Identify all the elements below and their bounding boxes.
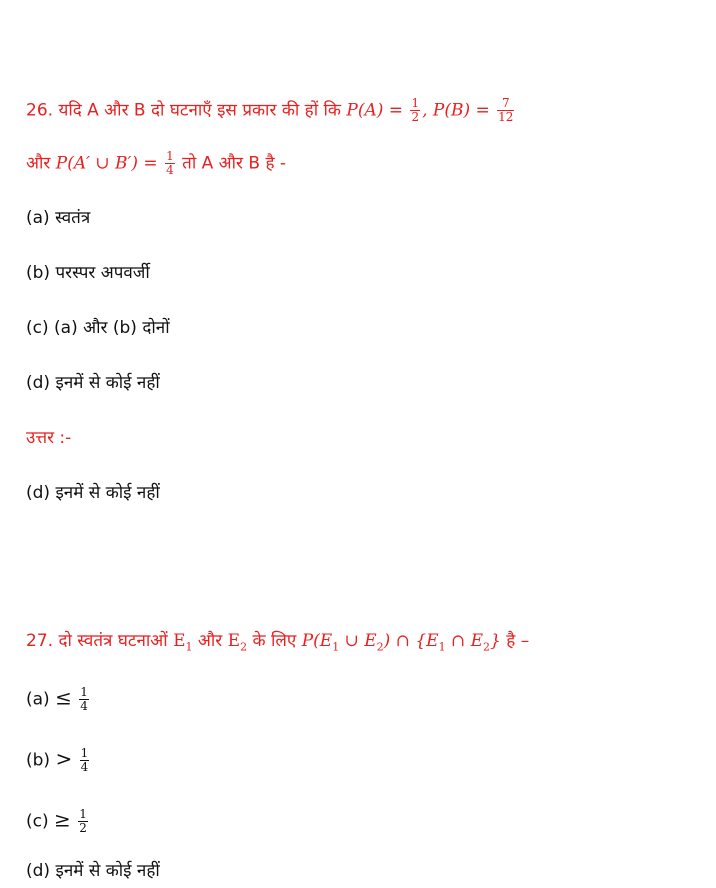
question-text-2: के लिए (252, 631, 297, 651)
q26-option-a[interactable] (26, 207, 90, 229)
question-text: दो स्वतंत्र घटनाओं (58, 631, 168, 651)
question-tail-text: है – (506, 631, 530, 651)
fraction-pb (497, 97, 514, 124)
answer-text: (d) इनमें से कोई नहीं (26, 483, 160, 503)
event-e2: $E_2$ (227, 631, 248, 654)
prob-b-lhs: P(B) = (432, 100, 490, 121)
math-expression: $P(E_1$ ∪ $E_2$) ∩ {$E_1$ ∩ $E_2$} (301, 631, 501, 654)
q27-option-d[interactable] (26, 860, 160, 882)
question-text: यदि A और B दो घटनाएँ इस प्रकार की हों कि (58, 100, 341, 121)
option-label: (d) (26, 861, 51, 881)
fraction-numerator: 1 (166, 149, 174, 163)
question-26-line-1 (26, 97, 516, 124)
question-tail-text: तो A और B है - (182, 153, 287, 174)
q26-option-c[interactable] (26, 317, 170, 339)
q26-option-b[interactable] (26, 262, 150, 284)
option-fraction (80, 747, 90, 774)
q27-option-b[interactable] (26, 747, 91, 774)
comma: , (422, 100, 428, 121)
option-label: (c) (26, 318, 49, 338)
fraction-denominator: 2 (411, 110, 420, 124)
fraction-denominator: 4 (80, 760, 89, 774)
option-label: (b) (26, 263, 51, 283)
fraction-denominator: 2 (79, 821, 87, 835)
fraction-denominator: 4 (166, 163, 174, 177)
option-text: परस्पर अपवर्जी (55, 263, 150, 283)
conjunction-text: और (26, 153, 51, 174)
option-fraction (79, 686, 89, 713)
fraction-numerator: 1 (79, 807, 87, 821)
fraction-numerator: 1 (80, 685, 88, 699)
option-label: (c) (26, 811, 49, 832)
conjunction-text: और (197, 631, 223, 651)
fraction-numerator: 1 (411, 96, 420, 110)
question-number: 26. (26, 100, 54, 121)
option-label: (d) (26, 373, 51, 393)
option-label: (a) (26, 208, 50, 228)
option-text: इनमें से कोई नहीं (55, 861, 160, 881)
prob-union-lhs: P(A′ ∪ B′) = (55, 153, 158, 174)
q26-option-d[interactable] (26, 372, 160, 394)
option-label: (b) (26, 750, 51, 771)
option-label: (a) (26, 689, 50, 710)
fraction-numerator: 7 (497, 97, 514, 111)
option-text: स्वतंत्र (55, 208, 91, 228)
option-symbol: ≤ (55, 685, 72, 710)
question-26-line-2 (26, 150, 286, 177)
option-symbol: ≥ (54, 807, 71, 832)
fraction-denominator: 4 (80, 699, 88, 713)
question-number: 27. (26, 631, 54, 651)
question-27-line (26, 630, 529, 658)
fraction-numerator: 1 (80, 746, 89, 760)
option-fraction (78, 808, 88, 835)
q27-option-a[interactable] (26, 686, 91, 713)
fraction-pa (410, 97, 420, 124)
event-e1: $E_1$ (173, 631, 193, 654)
fraction-pu (165, 150, 175, 177)
q27-option-c[interactable] (26, 808, 90, 835)
answer-label: उत्तर :- (26, 428, 72, 448)
option-symbol: > (55, 746, 73, 771)
prob-a-lhs: P(A) = (346, 100, 404, 121)
option-text: इनमें से कोई नहीं (55, 373, 160, 393)
fraction-denominator: 12 (498, 110, 514, 124)
option-text: (a) और (b) दोनों (54, 318, 170, 338)
